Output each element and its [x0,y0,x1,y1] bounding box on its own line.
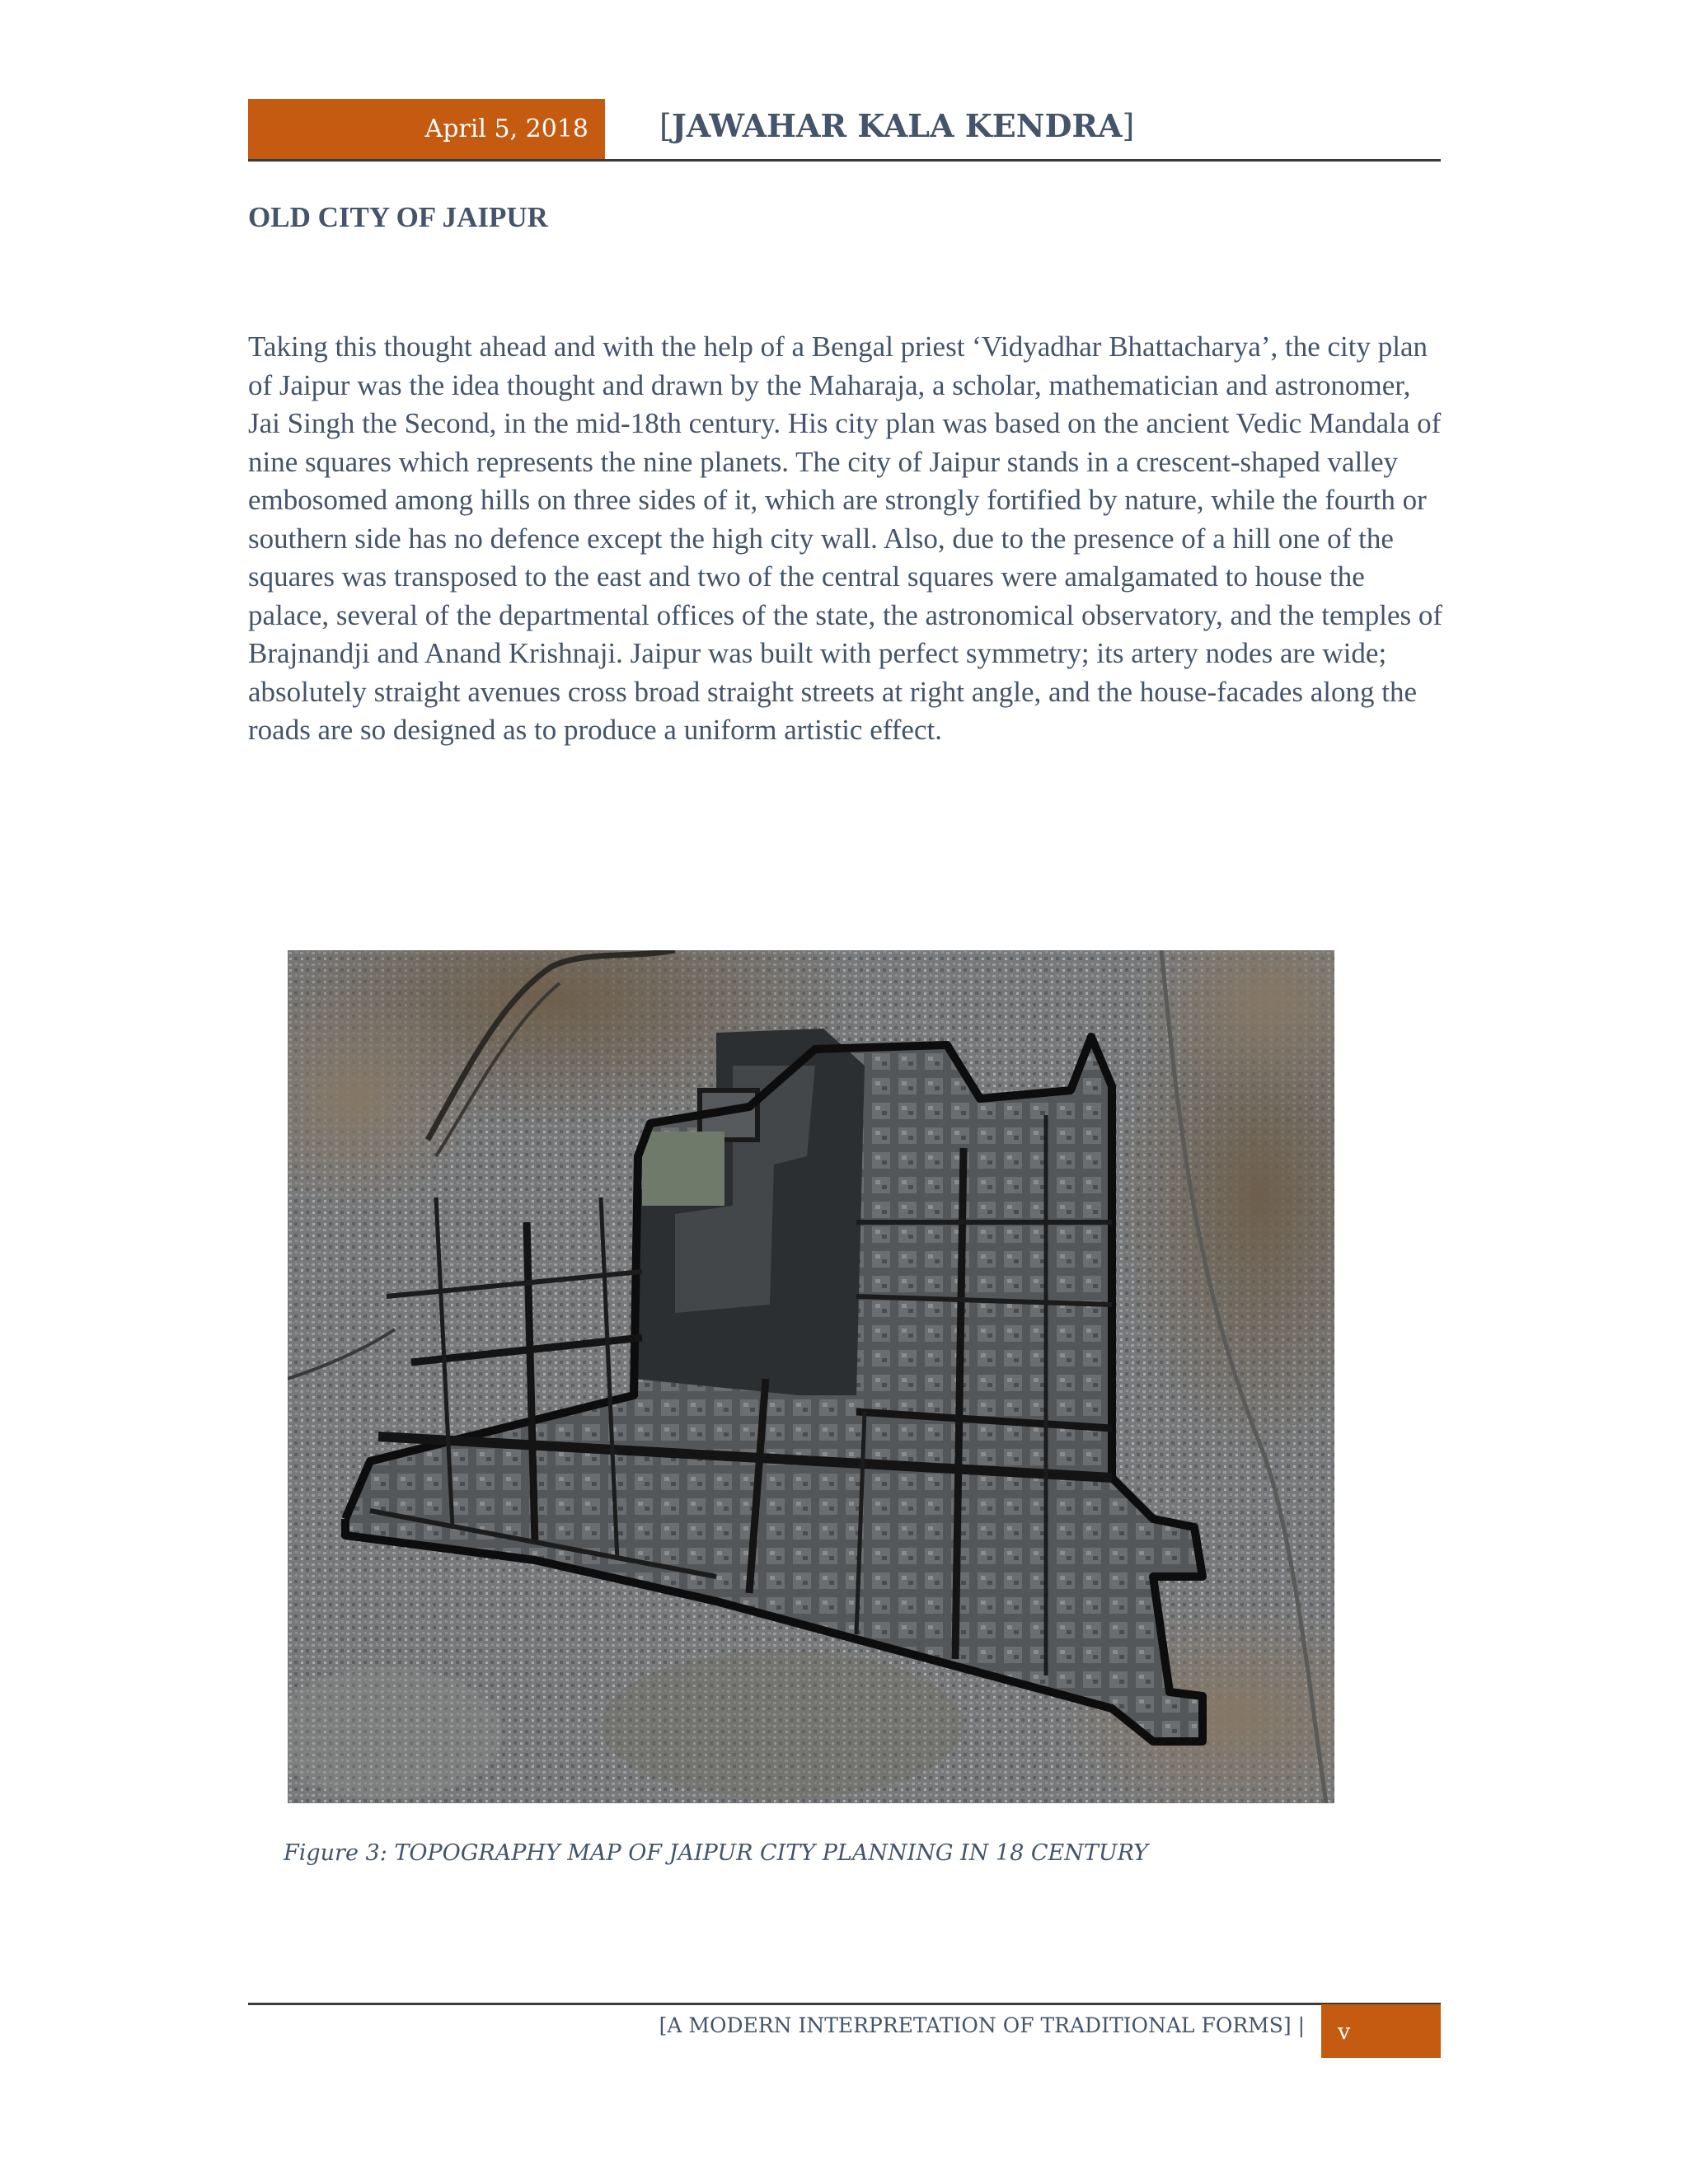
header-bracket-close: ] [1122,108,1135,144]
body-paragraph: Taking this thought ahead and with the help of a Bengal priest ‘Vidyadhar Bhattacharya’, the city plan of Jaipur was the idea thought and drawn by the Maharaja, a scholar, mathematician and astronomer, Jai Singh the Second, in the mid-18th century. His city plan was based on the ancient Vedic Mandala of nine squares which represents the nine planets. The city of Jaipur stands in a crescent-shaped valley embosomed among hills on three sides of it, which are strongly fortified by nature, while the fourth or southern side has no defence except the high city wall. Also, due to the presence of a hill one of the squares was transposed to the east and two of the central squares were amalgamated to house the palace, several of the departmental offices of the state, the astronomical observatory, and the temples of Brajnandji and Anand Krishnaji. Jaipur was built with perfect symmetry; its artery nodes are wide; absolutely straight avenues cross broad straight streets at right angle, and the house-facades along the roads are so designed as to produce a uniform artistic effect. [248,330,1443,746]
page-number: v [1338,2019,1351,2045]
header-bracket-open: [ [659,108,672,144]
footer-rule [248,2003,1441,2005]
section-heading: OLD CITY OF JAIPUR [248,201,548,233]
footer-text: [A MODERN INTERPRETATION OF TRADITIONAL FORMS] | [659,2013,1305,2037]
jaipur-satellite-map [288,950,1334,1803]
header-date: April 5, 2018 [424,115,588,143]
header-date-box [248,99,605,160]
header-title [659,107,1134,144]
figure-caption: Figure 3: TOPOGRAPHY MAP OF JAIPUR CITY PLANNING IN 18 CENTURY [284,1840,1148,1866]
header-rule [248,159,1441,162]
footer-page-box [1321,2004,1441,2058]
header-title-text: JAWAHAR KALA KENDRA [671,107,1123,144]
